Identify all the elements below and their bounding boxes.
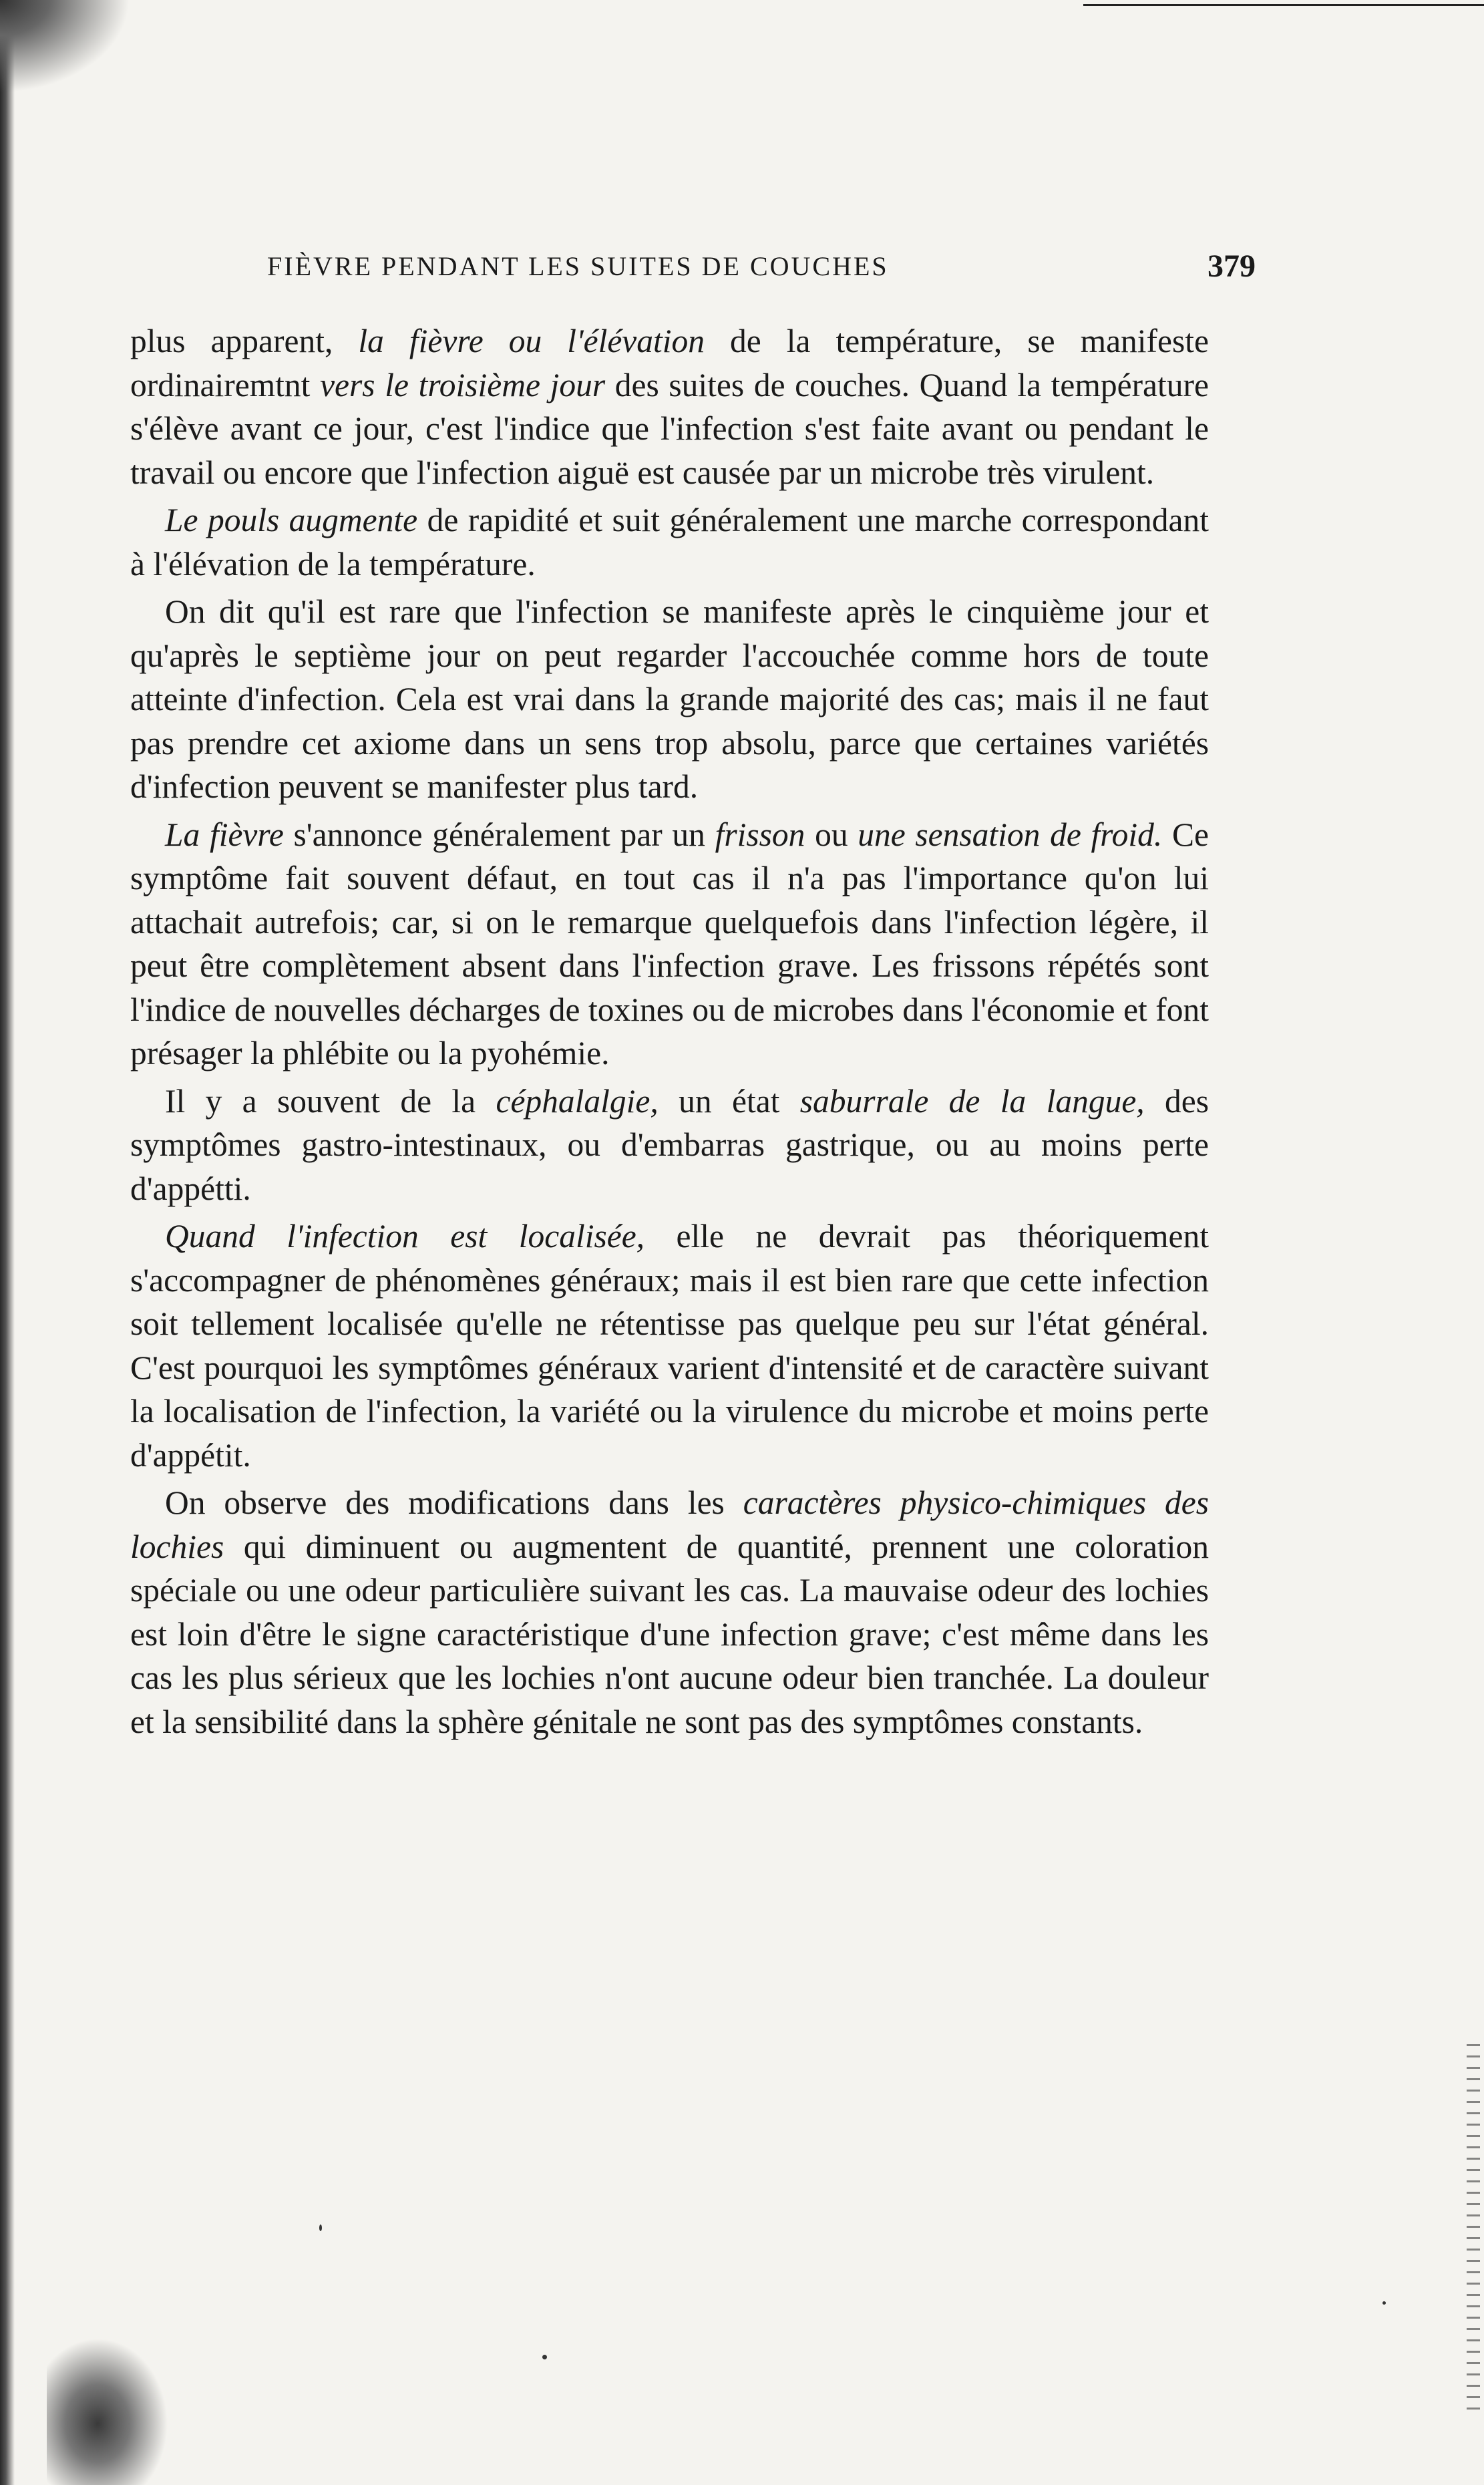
italic-run: vers le troisième jour bbox=[320, 366, 606, 403]
text-run: qui diminuent ou augmentent de quantité, prennent une coloration spéciale ou une odeur particulière suivant les cas. La mauvaise odeur des lochies est loin d'être le signe caractéristique d'une infection grave; c'est même dans les cas les plus sérieux que les lochies n'ont aucune odeur bien tranchée. La douleur et la sensibilité dans la sphère génitale ne sont pas des symptômes constants. bbox=[130, 1528, 1209, 1740]
text-run: On observe des modifications dans les bbox=[165, 1484, 743, 1521]
text-run: plus apparent, bbox=[130, 323, 359, 359]
scan-bottom-blot bbox=[47, 2331, 174, 2485]
text-run: Il y a souvent de la bbox=[165, 1082, 496, 1120]
text-run: Ce symptôme fait souvent défaut, en tout cas il n'a pas l'importance qu'on lui attachait autrefois; car, si on le remarque quelquefois dans l'infection légère, il peut être complètement absent dans l'infection grave. Les frissons répétés sont l'indice de nouvelles décharges de toxines ou de microbes dans l'économie et font présager la phlébite ou la pyohémie. bbox=[130, 816, 1209, 1071]
italic-run: caractères physico-chimiques des lochies bbox=[130, 1484, 1209, 1565]
italic-run: Quand l'infection est localisée, bbox=[165, 1218, 645, 1255]
italic-run: saburrale de la langue, bbox=[799, 1082, 1145, 1120]
text-run: des suites de couches. Quand la température s'élève avant ce jour, c'est l'indice que l'infection s'est faite avant ou pendant le travail ou encore que l'infection aiguë est causée par un microbe très virulent. bbox=[130, 366, 1209, 491]
text-run: de rapidité et suit généralement une marche correspondant à l'élévation de la température. bbox=[130, 502, 1209, 583]
scan-right-speckle bbox=[1467, 2044, 1480, 2418]
paragraph bbox=[130, 590, 1209, 809]
italic-run: frisson bbox=[715, 816, 805, 853]
scan-top-line bbox=[1083, 4, 1484, 6]
paragraph bbox=[130, 319, 1209, 494]
text-run: elle ne devrait pas théoriquement s'accompagner de phénomènes généraux; mais il est bien rare que cette infection soit tellement localisée qu'elle ne rétentisse pas quelque peu sur l'état général. C'est pourquoi les symptômes généraux varient d'intensité et de caractère suivant la localisation de l'infection, la variété ou la virulence du microbe et moins perte d'appétit. bbox=[130, 1218, 1209, 1474]
body-text bbox=[130, 319, 1209, 1748]
text-run: s'annonce généralement par un bbox=[283, 816, 715, 853]
scan-dot bbox=[319, 2224, 322, 2231]
paragraph bbox=[130, 498, 1209, 586]
italic-run: Le pouls augmente bbox=[165, 502, 418, 538]
scan-edge-left bbox=[0, 0, 15, 2485]
scan-dot bbox=[1382, 2301, 1386, 2305]
text-run: de la température, se manifeste ordinairemtnt bbox=[130, 323, 1209, 403]
italic-run: céphalalgie, bbox=[496, 1082, 659, 1120]
page-header bbox=[267, 248, 1256, 291]
italic-run: une sensation de froid. bbox=[858, 816, 1163, 853]
text-run: ou bbox=[805, 816, 858, 853]
text-run: On dit qu'il est rare que l'infection se manifeste après le cinquième jour et qu'après le septième jour on peut regarder l'accouchée comme hors de toute atteinte d'infection. Cela est vrai dans la grande majorité des cas; mais il ne faut pas prendre cet axiome dans un sens trop absolu, parce que certaines variétés d'infection peuvent se manifester plus tard. bbox=[130, 593, 1209, 805]
running-head: FIÈVRE PENDANT LES SUITES DE COUCHES bbox=[267, 251, 889, 281]
italic-run: La fièvre bbox=[165, 816, 284, 853]
paragraph bbox=[130, 1481, 1209, 1744]
paragraph bbox=[130, 1080, 1209, 1211]
paragraph bbox=[130, 813, 1209, 1075]
page-number: 379 bbox=[1208, 248, 1256, 284]
scan-corner-shadow bbox=[0, 0, 140, 100]
italic-run: la fièvre ou l'élévation bbox=[358, 323, 705, 359]
text-run: des symptômes gastro-intestinaux, ou d'embarras gastrique, ou au moins perte d'appétti. bbox=[130, 1082, 1210, 1207]
scan-dot bbox=[542, 2355, 547, 2359]
text-run: un état bbox=[658, 1082, 800, 1120]
paragraph bbox=[130, 1214, 1209, 1477]
